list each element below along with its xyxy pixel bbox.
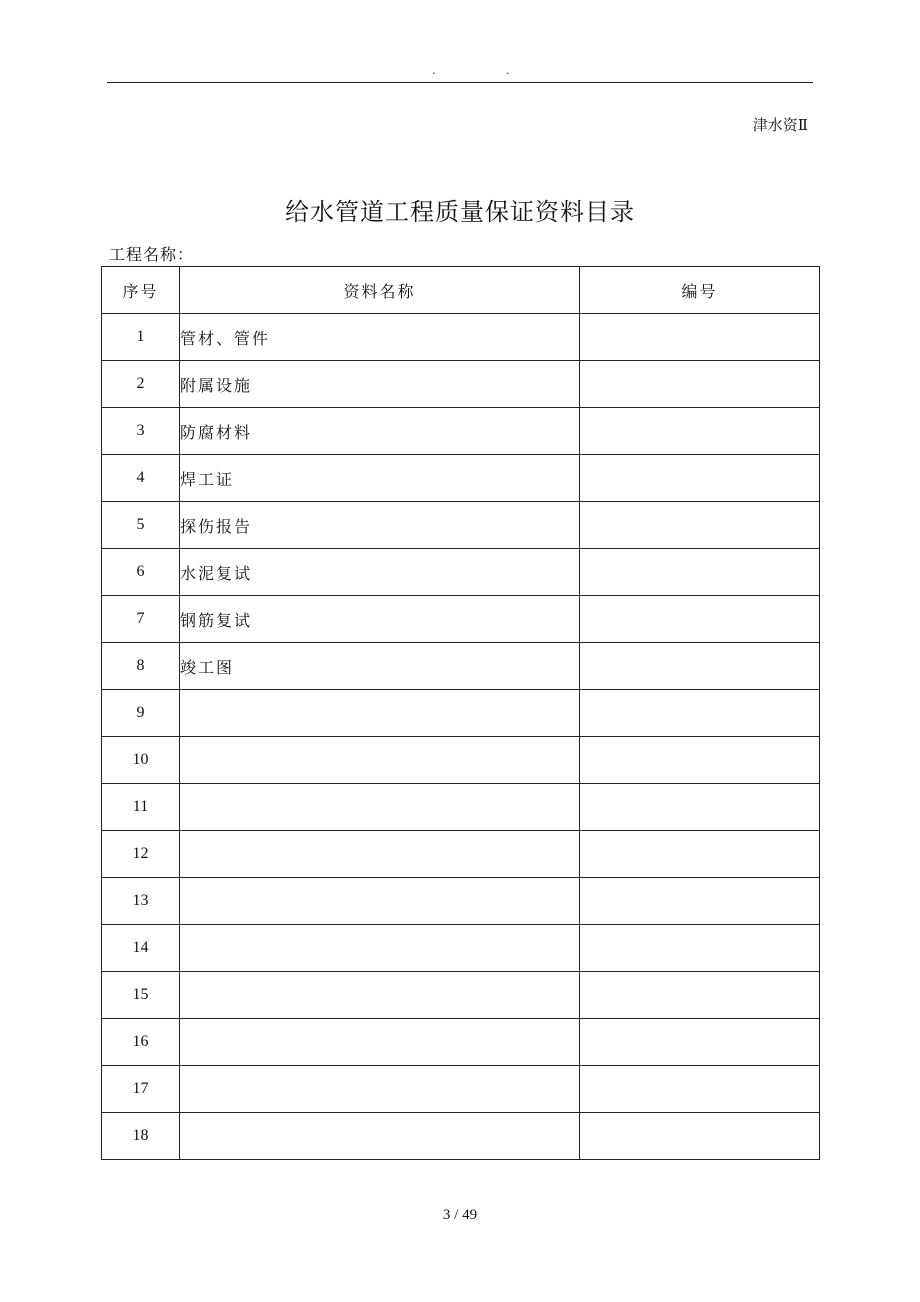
table-row — [102, 455, 820, 502]
row-name-cell: 钢筋复试 — [180, 596, 580, 643]
row-name-cell — [180, 1066, 580, 1113]
row-seq-cell: 6 — [102, 549, 180, 596]
table-row — [102, 361, 820, 408]
row-name-cell: 竣工图 — [180, 643, 580, 690]
row-seq-cell: 5 — [102, 502, 180, 549]
row-seq-cell: 15 — [102, 972, 180, 1019]
catalog-table — [101, 266, 820, 1160]
column-header-seq: 序号 — [102, 267, 180, 314]
table-header-row — [102, 267, 820, 314]
row-name-cell — [180, 784, 580, 831]
row-code-cell — [580, 361, 820, 408]
project-name-label: 工程名称： — [109, 245, 195, 264]
table-row — [102, 502, 820, 549]
row-code-cell — [580, 925, 820, 972]
table-row — [102, 878, 820, 925]
row-code-cell — [580, 878, 820, 925]
table-row — [102, 690, 820, 737]
row-seq-cell: 11 — [102, 784, 180, 831]
table-row — [102, 1019, 820, 1066]
row-seq-cell: 1 — [102, 314, 180, 361]
row-seq-cell: 12 — [102, 831, 180, 878]
row-name-cell — [180, 737, 580, 784]
row-code-cell — [580, 831, 820, 878]
table-row — [102, 972, 820, 1019]
row-code-cell — [580, 1113, 820, 1160]
header-dots — [0, 64, 920, 78]
row-name-cell — [180, 1113, 580, 1160]
row-seq-cell: 16 — [102, 1019, 180, 1066]
row-code-cell — [580, 502, 820, 549]
table-row — [102, 596, 820, 643]
row-seq-cell: 13 — [102, 878, 180, 925]
row-name-cell — [180, 831, 580, 878]
row-name-cell: 水泥复试 — [180, 549, 580, 596]
row-code-cell — [580, 643, 820, 690]
row-code-cell — [580, 1066, 820, 1113]
table-row — [102, 1066, 820, 1113]
row-name-cell: 管材、管件 — [180, 314, 580, 361]
row-name-cell — [180, 972, 580, 1019]
row-seq-cell: 17 — [102, 1066, 180, 1113]
row-seq-cell: 8 — [102, 643, 180, 690]
table-row — [102, 549, 820, 596]
table-row — [102, 784, 820, 831]
row-seq-cell: 7 — [102, 596, 180, 643]
row-seq-cell: 14 — [102, 925, 180, 972]
row-code-cell — [580, 690, 820, 737]
row-code-cell — [580, 1019, 820, 1066]
column-header-code: 编号 — [580, 267, 820, 314]
form-code: 津水资Ⅱ — [752, 116, 808, 134]
row-name-cell — [180, 878, 580, 925]
row-code-cell — [580, 455, 820, 502]
table-row — [102, 831, 820, 878]
row-seq-cell: 2 — [102, 361, 180, 408]
page-number: 3 / 49 — [442, 1207, 478, 1223]
row-name-cell — [180, 925, 580, 972]
row-seq-cell: 18 — [102, 1113, 180, 1160]
row-code-cell — [580, 972, 820, 1019]
page-title: 给水管道工程质量保证资料目录 — [285, 198, 635, 226]
table-row — [102, 737, 820, 784]
row-code-cell — [580, 737, 820, 784]
table-row — [102, 925, 820, 972]
row-seq-cell: 4 — [102, 455, 180, 502]
row-name-cell: 防腐材料 — [180, 408, 580, 455]
row-seq-cell: 10 — [102, 737, 180, 784]
row-name-cell: 焊工证 — [180, 455, 580, 502]
row-code-cell — [580, 549, 820, 596]
row-code-cell — [580, 784, 820, 831]
row-code-cell — [580, 314, 820, 361]
row-seq-cell: 9 — [102, 690, 180, 737]
row-name-cell — [180, 1019, 580, 1066]
row-name-cell: 附属设施 — [180, 361, 580, 408]
header-dot-left: . — [432, 64, 436, 77]
table-row — [102, 643, 820, 690]
row-code-cell — [580, 408, 820, 455]
column-header-name: 资料名称 — [180, 267, 580, 314]
row-name-cell: 探伤报告 — [180, 502, 580, 549]
table-row — [102, 314, 820, 361]
row-code-cell — [580, 596, 820, 643]
row-seq-cell: 3 — [102, 408, 180, 455]
table-body — [102, 314, 820, 1160]
table-row — [102, 1113, 820, 1160]
row-name-cell — [180, 690, 580, 737]
table-row — [102, 408, 820, 455]
header-dot-right: . — [506, 64, 510, 77]
header-rule — [107, 82, 813, 83]
